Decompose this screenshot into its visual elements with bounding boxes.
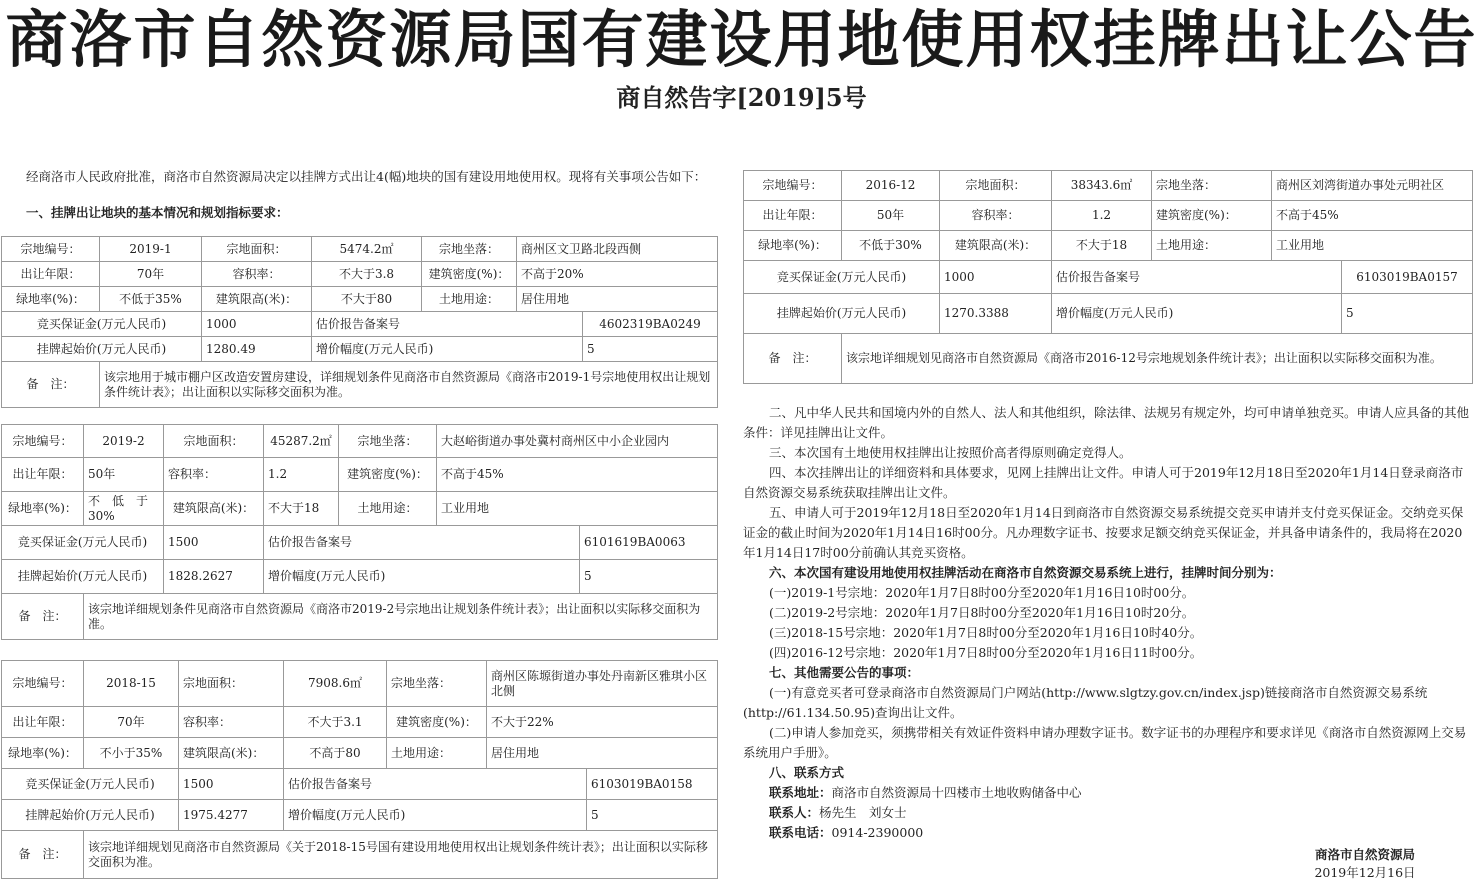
label-area: 宗地面积： [202, 237, 312, 262]
label-start-price: 挂牌起始价(万元人民币) [744, 294, 940, 334]
contact-address-label: 联系地址： [769, 785, 832, 800]
label-remark: 备 注： [2, 831, 84, 879]
plot-use: 工业用地 [437, 492, 718, 526]
plot-table-2018-15 [1, 660, 718, 879]
plot-location: 商州区陈塬街道办事处丹南新区雅琪小区北侧 [487, 661, 718, 707]
label-deposit: 竞买保证金(万元人民币) [2, 526, 164, 560]
label-plot-id: 宗地编号： [2, 425, 84, 458]
plot-use: 居住用地 [487, 738, 718, 769]
contact-phone-label: 联系电话： [769, 825, 832, 840]
label-density: 建筑密度(%)： [422, 262, 517, 287]
label-deposit: 竞买保证金(万元人民币) [744, 261, 940, 294]
section3-text: 三、本次国有土地使用权挂牌出让按照价高者得原则确定竞得人。 [769, 445, 1132, 460]
label-plot-id: 宗地编号： [744, 171, 842, 201]
plot-density: 不高于45% [1272, 201, 1473, 231]
label-increment: 增价幅度(万元人民币) [1052, 294, 1342, 334]
label-deposit: 竞买保证金(万元人民币) [2, 312, 202, 337]
label-term: 出让年限： [2, 262, 100, 287]
plot-location: 商州区文卫路北段西侧 [517, 237, 718, 262]
plot-use: 工业用地 [1272, 231, 1473, 261]
document-number: 商自然告字[2019]5号 [616, 83, 867, 112]
section8-heading: 八、联系方式 [769, 765, 845, 780]
label-term: 出让年限： [2, 707, 84, 738]
plot-area: 5474.2㎡ [312, 237, 422, 262]
label-start-price: 挂牌起始价(万元人民币) [2, 337, 202, 362]
label-location: 宗地坐落： [422, 237, 517, 262]
section6-heading: 六、本次国有建设用地使用权挂牌活动在商洛市自然资源交易系统上进行，挂牌时间分别为： [769, 565, 1282, 580]
label-location: 宗地坐落： [387, 661, 487, 707]
plot-far: 1.2 [1052, 201, 1152, 231]
label-plot-id: 宗地编号： [2, 661, 84, 707]
label-start-price: 挂牌起始价(万元人民币) [2, 560, 164, 594]
label-green: 绿地率(%)： [2, 738, 84, 769]
label-area: 宗地面积： [179, 661, 284, 707]
label-appraisal: 估价报告备案号 [312, 312, 583, 337]
plot-far: 不大于3.8 [312, 262, 422, 287]
section7-item: (一)有意竞买者可登录商洛市自然资源局门户网站(http://www.slgtzy.gov.cn/index.jsp)链接商洛市自然资源交易系统(http://61.134.50.95)查询出让文件。 [743, 685, 1428, 720]
label-area: 宗地面积： [164, 425, 264, 458]
plot-id: 2019-1 [100, 237, 202, 262]
label-location: 宗地坐落： [1152, 171, 1272, 201]
label-appraisal: 估价报告备案号 [264, 526, 580, 560]
label-remark: 备 注： [744, 334, 842, 384]
label-density: 建筑密度(%)： [1152, 201, 1272, 231]
contact-person [743, 803, 1473, 823]
plot-term: 70年 [84, 707, 179, 738]
section2-text: 二、凡中华人民共和国境内外的自然人、法人和其他组织，除法律、法规另有规定外，均可申请单独竞买。申请人应具备的其他条件：详见挂牌出让文件。 [743, 405, 1470, 440]
plot-remark: 该宗地详细规划见商洛市自然资源局《商洛市2016-12号宗地规划条件统计表》；出让面积以实际移交面积为准。 [842, 334, 1473, 384]
contact-address-value: 商洛市自然资源局十四楼市土地收购储备中心 [831, 785, 1082, 800]
plot-id: 2018-15 [84, 661, 179, 707]
label-use: 土地用途： [422, 287, 517, 312]
label-location: 宗地坐落： [339, 425, 437, 458]
plot-area: 45287.2㎡ [264, 425, 339, 458]
plot-density: 不大于22% [487, 707, 718, 738]
notice-body-right [743, 403, 1473, 843]
label-increment: 增价幅度(万元人民币) [312, 337, 583, 362]
plot-location: 大赵峪街道办事处冀村商州区中小企业园内 [437, 425, 718, 458]
label-far: 容积率： [202, 262, 312, 287]
plot-deposit: 1500 [164, 526, 264, 560]
label-deposit: 竞买保证金(万元人民币) [2, 769, 179, 800]
plot-appraisal: 4602319BA0249 [583, 312, 718, 337]
contact-address [743, 783, 1473, 803]
plot-green: 不小于35% [84, 738, 179, 769]
plot-remark: 该宗地用于城市棚户区改造安置房建设，详细规划条件见商洛市自然资源局《商洛市2019-1号宗地使用权出让规划条件统计表》；出让面积以实际移交面积为准。 [100, 362, 718, 408]
plot-start-price: 1828.2627 [164, 560, 264, 594]
contact-person-value: 杨先生 刘女士 [819, 805, 907, 820]
plot-density: 不高于20% [517, 262, 718, 287]
label-start-price: 挂牌起始价(万元人民币) [2, 800, 179, 831]
section6-item: (四)2016-12号宗地：2020年1月7日8时00分至2020年1月16日11时00分。 [769, 645, 1203, 660]
label-green: 绿地率(%)： [2, 287, 100, 312]
plot-far: 不大于3.1 [284, 707, 387, 738]
plot-term: 50年 [84, 458, 164, 492]
plot-far: 1.2 [264, 458, 339, 492]
label-far: 容积率： [164, 458, 264, 492]
plot-appraisal: 6101619BA0063 [580, 526, 718, 560]
section6-item: (二)2019-2号宗地：2020年1月7日8时00分至2020年1月16日10时20分。 [769, 605, 1195, 620]
label-density: 建筑密度(%)： [387, 707, 487, 738]
plot-term: 70年 [100, 262, 202, 287]
section5-text: 五、申请人可于2019年12月18日至2020年1月14日到商洛市自然资源交易系统提交竞买申请并支付竞买保证金。交纳竞买保证金的截止时间为2020年1月14日16时00分。凡办理数字证书、按要求足额交纳竞买保证金，并具备申请条件的，我局将在2020年1月14日17时00分前确认其竞买资格。 [743, 505, 1464, 560]
label-use: 土地用途： [1152, 231, 1272, 261]
plot-use: 居住用地 [517, 287, 718, 312]
label-height: 建筑限高(米)： [164, 492, 264, 526]
plot-table-2019-2 [1, 424, 718, 640]
plot-height: 不大于80 [312, 287, 422, 312]
label-increment: 增价幅度(万元人民币) [284, 800, 587, 831]
label-density: 建筑密度(%)： [339, 458, 437, 492]
section1-heading: 一、挂牌出让地块的基本情况和规划指标要求： [26, 205, 289, 220]
section6-item: (一)2019-1号宗地：2020年1月7日8时00分至2020年1月16日10时00分。 [769, 585, 1195, 600]
plot-appraisal: 6103019BA0158 [587, 769, 718, 800]
plot-green: 不 低 于30% [84, 492, 164, 526]
contact-phone [743, 823, 1473, 843]
plot-table-2016-12 [743, 170, 1473, 384]
label-increment: 增价幅度(万元人民币) [264, 560, 580, 594]
plot-density: 不高于45% [437, 458, 718, 492]
intro-paragraph: 经商洛市人民政府批准，商洛市自然资源局决定以挂牌方式出让4(幅)地块的国有建设用地使用权。现将有关事项公告如下： [26, 169, 707, 184]
plot-height: 不大于18 [264, 492, 339, 526]
contact-phone-value: 0914-2390000 [831, 825, 924, 840]
section6-item: (三)2018-15号宗地：2020年1月7日8时00分至2020年1月16日10时40分。 [769, 625, 1203, 640]
plot-id: 2019-2 [84, 425, 164, 458]
label-far: 容积率： [179, 707, 284, 738]
signature-date: 2019年12月16日 [1314, 865, 1416, 880]
plot-table-2019-1 [1, 236, 718, 408]
plot-height: 不高于80 [284, 738, 387, 769]
plot-area: 38343.6㎡ [1052, 171, 1152, 201]
plot-remark: 该宗地详细规划见商洛市自然资源局《关于2018-15号国有建设用地使用权出让规划条件统计表》；出让面积以实际移交面积为准。 [84, 831, 718, 879]
contact-person-label: 联系人： [769, 805, 820, 820]
plot-increment: 5 [587, 800, 718, 831]
label-use: 土地用途： [387, 738, 487, 769]
label-far: 容积率： [940, 201, 1052, 231]
label-height: 建筑限高(米)： [202, 287, 312, 312]
plot-term: 50年 [842, 201, 940, 231]
label-appraisal: 估价报告备案号 [284, 769, 587, 800]
plot-start-price: 1270.3388 [940, 294, 1052, 334]
label-green: 绿地率(%)： [2, 492, 84, 526]
plot-start-price: 1280.49 [202, 337, 312, 362]
plot-appraisal: 6103019BA0157 [1342, 261, 1473, 294]
label-appraisal: 估价报告备案号 [1052, 261, 1342, 294]
section4-text: 四、本次挂牌出让的详细资料和具体要求，见网上挂牌出让文件。申请人可于2019年12月18日至2020年1月14日登录商洛市自然资源交易系统获取挂牌出让文件。 [743, 465, 1464, 500]
plot-deposit: 1000 [940, 261, 1052, 294]
plot-deposit: 1500 [179, 769, 284, 800]
plot-green: 不低于35% [100, 287, 202, 312]
plot-increment: 5 [580, 560, 718, 594]
plot-increment: 5 [583, 337, 718, 362]
plot-deposit: 1000 [202, 312, 312, 337]
plot-height: 不大于18 [1052, 231, 1152, 261]
signature-org: 商洛市自然资源局 [1314, 847, 1415, 862]
label-green: 绿地率(%)： [744, 231, 842, 261]
label-use: 土地用途： [339, 492, 437, 526]
section7-heading: 七、其他需要公告的事项： [769, 665, 920, 680]
plot-id: 2016-12 [842, 171, 940, 201]
plot-increment: 5 [1342, 294, 1473, 334]
plot-location: 商州区刘湾街道办事处元明社区 [1272, 171, 1473, 201]
plot-area: 7908.6㎡ [284, 661, 387, 707]
plot-start-price: 1975.4277 [179, 800, 284, 831]
label-remark: 备 注： [2, 594, 84, 640]
signature-block [1290, 846, 1440, 882]
label-term: 出让年限： [744, 201, 842, 231]
label-height: 建筑限高(米)： [940, 231, 1052, 261]
label-height: 建筑限高(米)： [179, 738, 284, 769]
notice-title: 商洛市自然资源局国有建设用地使用权挂牌出让公告 [5, 3, 1478, 76]
label-plot-id: 宗地编号： [2, 237, 100, 262]
label-remark: 备 注： [2, 362, 100, 408]
plot-remark: 该宗地详细规划条件见商洛市自然资源局《商洛市2019-2号宗地出让规划条件统计表》；出让面积以实际移交面积为准。 [84, 594, 718, 640]
section7-item: (二)申请人参加竞买，须携带相关有效证件资料申请办理数字证书。数字证书的办理程序和要求详见《商洛市自然资源网上交易系统用户手册》。 [743, 725, 1467, 760]
label-term: 出让年限： [2, 458, 84, 492]
label-area: 宗地面积： [940, 171, 1052, 201]
plot-green: 不低于30% [842, 231, 940, 261]
